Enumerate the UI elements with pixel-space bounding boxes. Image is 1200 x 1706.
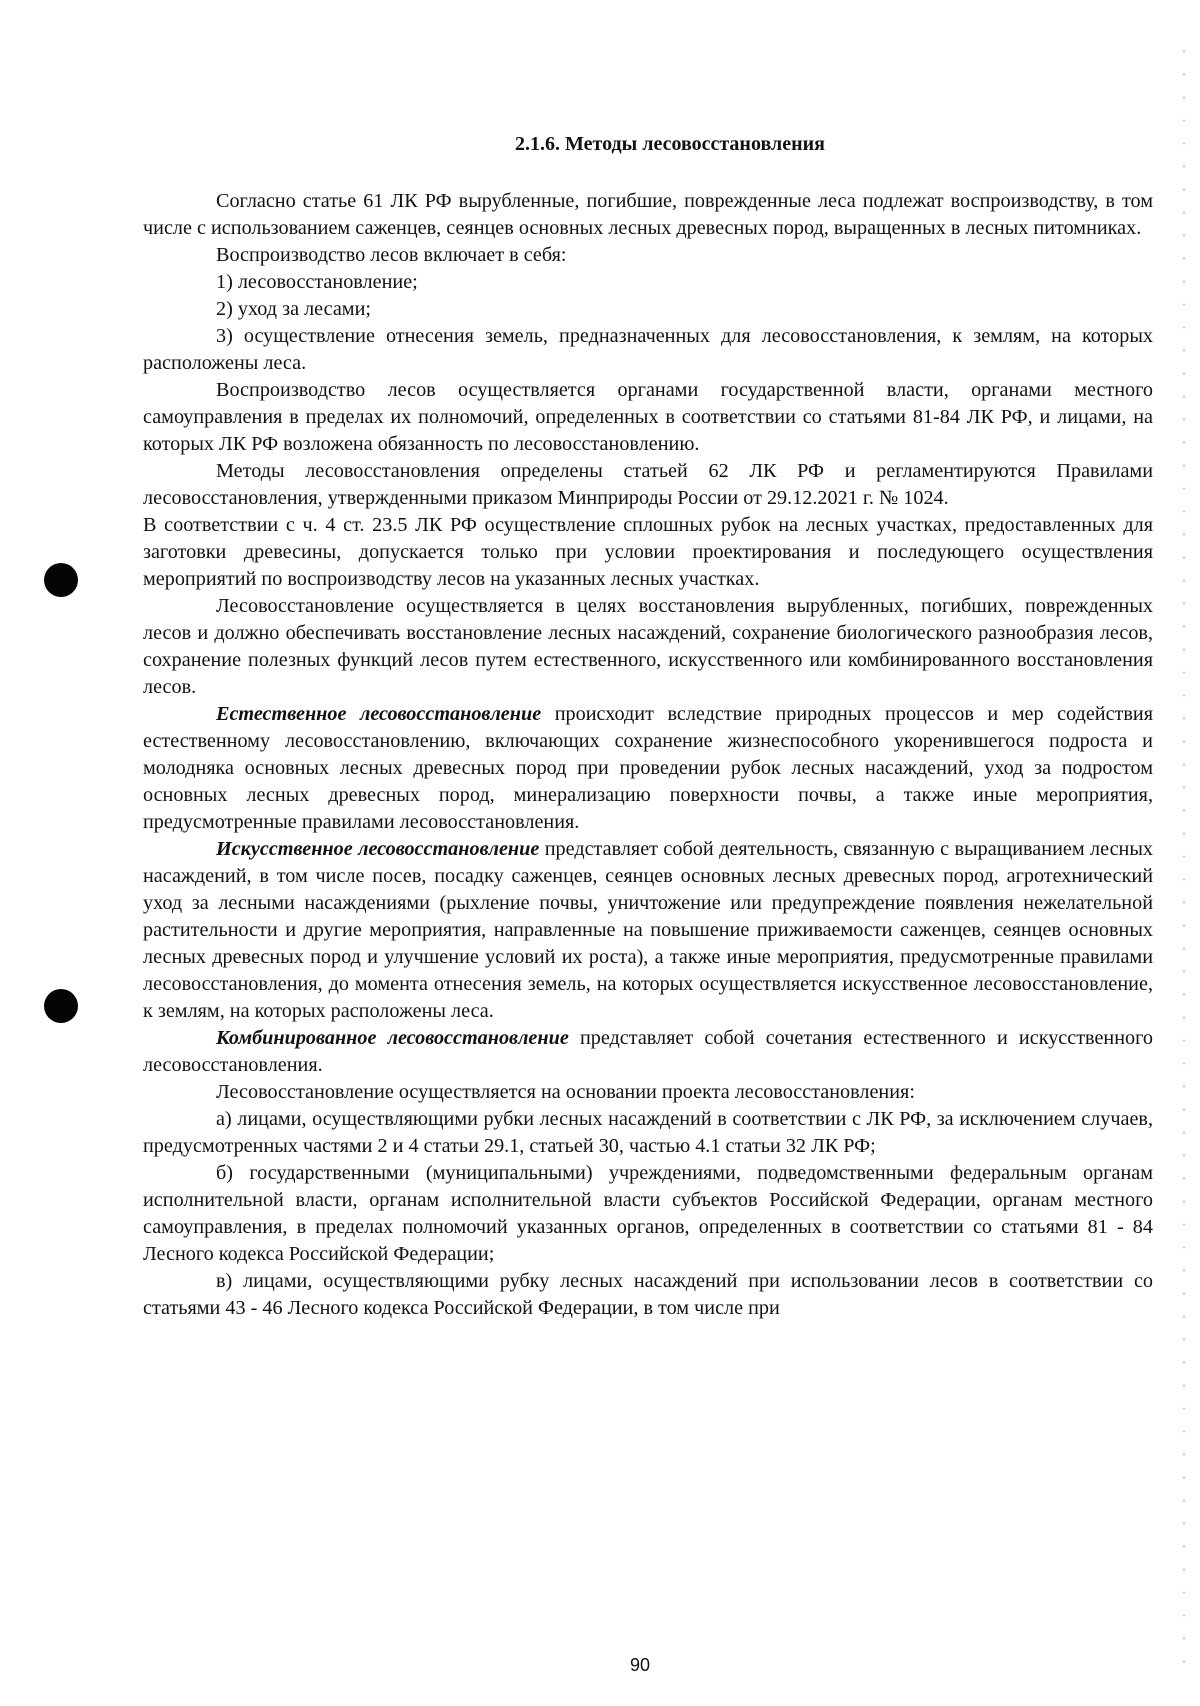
scan-edge-marks <box>1180 40 1188 1680</box>
list-item: а) лицами, осуществляющими рубки лесных насаждений в соответствии с ЛК РФ, за исключением случаев, предусмотренных частями 2 и 4 статьи 29.1, статьей 30, частью 4.1 статьи 32 ЛК РФ; <box>143 1108 1153 1157</box>
paragraph: Согласно статье 61 ЛК РФ вырубленные, погибшие, поврежденные леса подлежат воспроизводству, в том числе с использованием саженцев, сеянцев основных лесных древесных пород, выращенных в лесных питомниках. <box>143 190 1153 239</box>
list-item: 2) уход за лесами; <box>216 298 371 320</box>
list-item: в) лицами, осуществляющими рубку лесных насаждений при использовании лесов в соответствии со статьями 43 - 46 Лесного кодекса Российской Федерации, в том числе при <box>143 1270 1153 1319</box>
term-artificial-reforestation: Искусственное лесовосстановление <box>216 838 540 860</box>
paragraph-text: происходит вследствие природных процессов и мер содействия естественному лесовосстановлению, включающих сохранение жизнеспособного укоренившегося подроста и молодняка основных лесных древесных пород при проведении рубок лесных насаждений, уход за подростом основных лесных древесных пород, минерализацию поверхности почвы, а также иные мероприятия, предусмотренные правилами лесовосстановления. <box>143 703 1154 833</box>
term-combined-reforestation: Комбинированное лесовосстановление <box>216 1027 569 1049</box>
paragraph <box>143 1025 1153 1079</box>
section-title: 2.1.6. Методы лесовосстановления <box>515 133 825 155</box>
punch-hole-bottom <box>44 989 78 1023</box>
paragraph: В соответствии с ч. 4 ст. 23.5 ЛК РФ осуществление сплошных рубок на лесных участках, предоставленных для заготовки древесины, допускается только при условии проектирования и последующего осуществления мероприятий по воспроизводству лесов на указанных лесных участках. <box>143 514 1153 590</box>
paragraph-text: представляет собой сочетания естественного и искусственного лесовосстановления. <box>143 1027 1153 1076</box>
document-body <box>143 188 1153 1322</box>
paragraph: Лесовосстановление осуществляется на основании проекта лесовосстановления: <box>216 1081 915 1103</box>
list-item: 1) лесовосстановление; <box>216 271 418 293</box>
paragraph: Методы лесовосстановления определены статьей 62 ЛК РФ и регламентируются Правилами лесовосстановления, утвержденными приказом Минприроды России от 29.12.2021 г. № 1024. <box>143 460 1153 509</box>
list-item: б) государственными (муниципальными) учреждениями, подведомственными федеральным органам исполнительной власти, органам исполнительной власти субъектов Российской Федерации, органам местного самоуправления, в пределах полномочий указанных органов, определенных в соответствии со статьями 81 - 84 Лесного кодекса Российской Федерации; <box>143 1162 1153 1265</box>
paragraph <box>143 701 1153 836</box>
paragraph-text: представляет собой деятельность, связанную с выращиванием лесных насаждений, в том числе посев, посадку саженцев, сеянцев основных лесных древесных пород, агротехнический уход за лесными насаждениями (рыхление почвы, уничтожение или предупреждение появления нежелательной растительности и другие мероприятия, направленные на повышение приживаемости саженцев, сеянцев основных лесных древесных пород и улучшение условий их роста), а также иные мероприятия, предусмотренные правилами лесовосстановления, до момента отнесения земель, на которых осуществляется искусственное лесовосстановление, к землям, на которых расположены леса. <box>143 838 1153 1022</box>
paragraph: Лесовосстановление осуществляется в целях восстановления вырубленных, погибших, поврежденных лесов и должно обеспечивать восстановление лесных насаждений, сохранение биологического разнообразия лесов, сохранение полезных функций лесов путем естественного, искусственного или комбинированного восстановления лесов. <box>143 595 1153 698</box>
paragraph: Воспроизводство лесов включает в себя: <box>216 244 567 266</box>
list-item: 3) осуществление отнесения земель, предназначенных для лесовосстановления, к землям, на которых расположены леса. <box>143 325 1153 374</box>
page-number: 90 <box>629 1655 651 1675</box>
paragraph: Воспроизводство лесов осуществляется органами государственной власти, органами местного самоуправления в пределах их полномочий, определенных в соответствии со статьями 81-84 ЛК РФ, и лицами, на которых ЛК РФ возложена обязанность по лесовосстановлению. <box>143 379 1153 455</box>
punch-hole-top <box>44 563 78 597</box>
paragraph <box>143 836 1153 1025</box>
term-natural-reforestation: Естественное лесовосстановление <box>216 703 542 725</box>
